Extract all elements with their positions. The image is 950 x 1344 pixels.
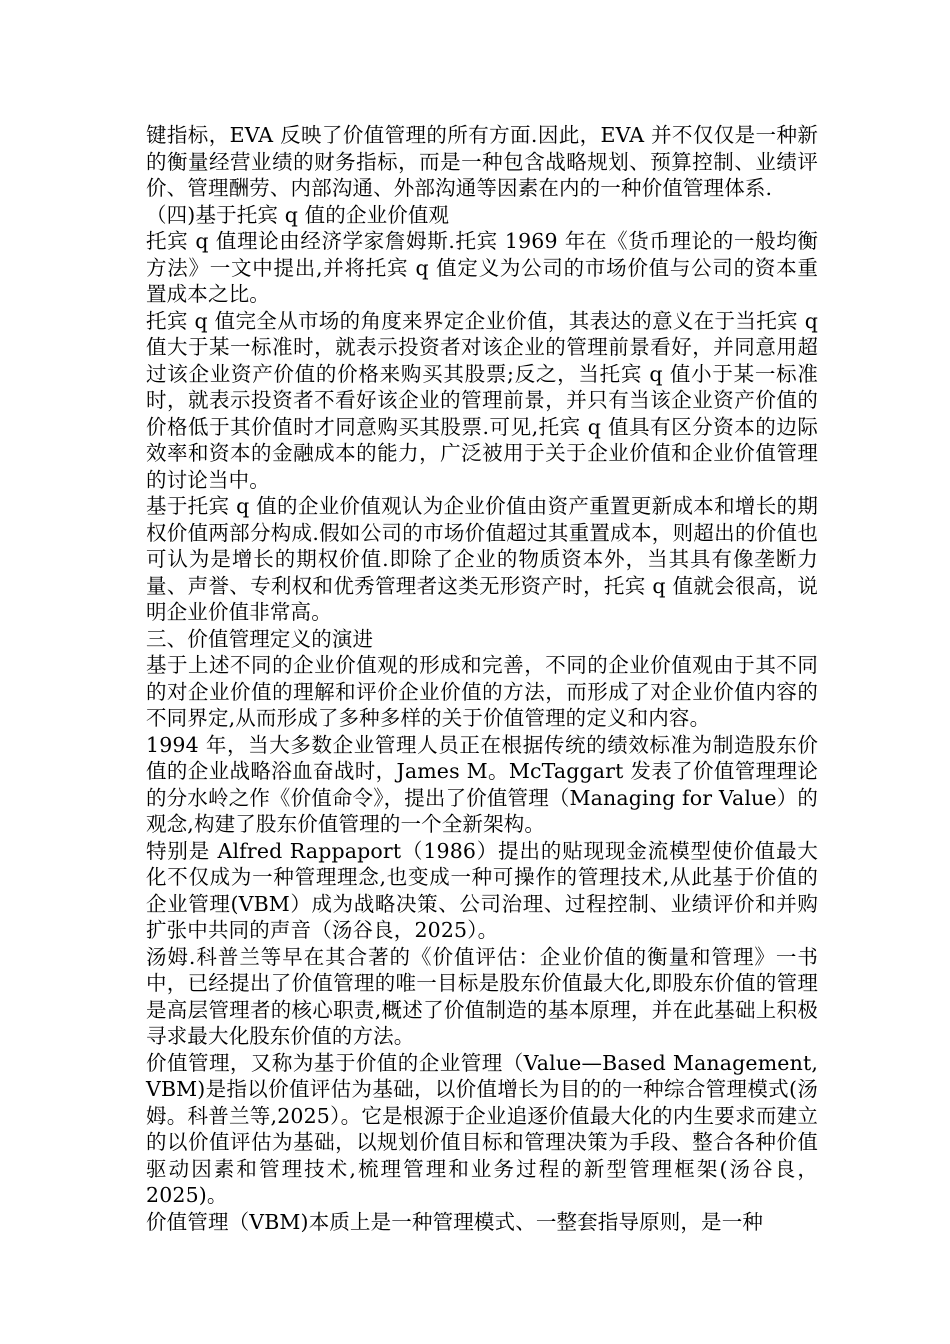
paragraph-vbm-definition: 价值管理，又称为基于价值的企业管理（Value—Based Management, VBM)是指以价值评估为基础，以价值增长为目的的一种综合管理模式(汤姆。科普兰等,2025）。它是根源于企业追逐价值最大化的内生要求而建立的以价值评估为基础，以规划价值目标和管理决策为手段、整合各种价值驱动因素和管理技术,梳理管理和业务过程的新型管理框架(汤谷良，2025)。 (146, 1050, 818, 1207)
paragraph-tobin-origin: 托宾 q 值理论由经济学家詹姆斯.托宾 1969 年在《货币理论的一般均衡方法》一文中提出,并将托宾 q 值定义为公司的市场价值与公司的资本重置成本之比。 (146, 229, 818, 306)
paragraph-rappaport: 特别是 Alfred Rappaport（1986）提出的贴现现金流模型使价值最大化不仅成为一种管理理念,也变成一种可操作的管理技术,从此基于价值的企业管理(VBM）成为战略决策、公司治理、过程控制、业绩评价和并购扩张中共同的声音（汤谷良，2025）。 (146, 838, 818, 942)
section-heading-definition-evolution: 三、价值管理定义的演进 (146, 626, 374, 651)
section-heading-tobin-q: （四)基于托宾 q 值的企业价值观 (146, 202, 450, 227)
paragraph-value-views: 基于上述不同的企业价值观的形成和完善，不同的企业价值观由于其不同的对企业价值的理解和评价企业价值的方法，而形成了对企业价值内容的不同界定,从而形成了多种多样的关于价值管理的定义和内容。 (146, 653, 818, 730)
paragraph-tobin-value-composition: 基于托宾 q 值的企业价值观认为企业价值由资产重置更新成本和增长的期权价值两部分构成.假如公司的市场价值超过其重置成本，则超出的价值也可认为是增长的期权价值.即除了企业的物质资本外，当其具有像垄断力量、声誉、专利权和优秀管理者这类无形资产时，托宾 q 值就会很高，说明企业价值非常高。 (146, 494, 818, 624)
document-body (146, 122, 818, 1235)
paragraph-mctaggart: 1994 年，当大多数企业管理人员正在根据传统的绩效标准为制造股东价值的企业战略浴血奋战时，James M。McTaggart 发表了价值管理理论的分水岭之作《价值命令》，提出了价值管理（Managing for Value）的观念,构建了股东价值管理的一个全新架构。 (146, 732, 818, 836)
paragraph-tobin-market-view: 托宾 q 值完全从市场的角度来界定企业价值，其表达的意义在于当托宾 q 值大于某一标准时，就表示投资者对该企业的管理前景看好，并同意用超过该企业资产价值的价格来购买其股票;反之，当托宾 q 值小于某一标准时，就表示投资者不看好该企业的管理前景，并只有当该企业资产价值的价格低于其价值时才同意购买其股票.可见,托宾 q 值具有区分资本的边际效率和资本的金融成本的能力，广泛被用于关于企业价值和企业价值管理的讨论当中。 (146, 308, 818, 492)
paragraph-copeland: 汤姆.科普兰等早在其合著的《价值评估：企业价值的衡量和管理》一书中，已经提出了价值管理的唯一目标是股东价值最大化,即股东价值的管理是高层管理者的核心职责,概述了价值制造的基本原理，并在此基础上积极寻求最大化股东价值的方法。 (146, 944, 818, 1048)
paragraph-eva-summary: 键指标，EVA 反映了价值管理的所有方面.因此，EVA 并不仅仅是一种新的衡量经营业绩的财务指标，而是一种包含战略规划、预算控制、业绩评价、管理酬劳、内部沟通、外部沟通等因素在内的一种价值管理体系. (146, 123, 818, 200)
paragraph-vbm-essence: 价值管理（VBM)本质上是一种管理模式、一整套指导原则，是一种 (146, 1209, 764, 1234)
